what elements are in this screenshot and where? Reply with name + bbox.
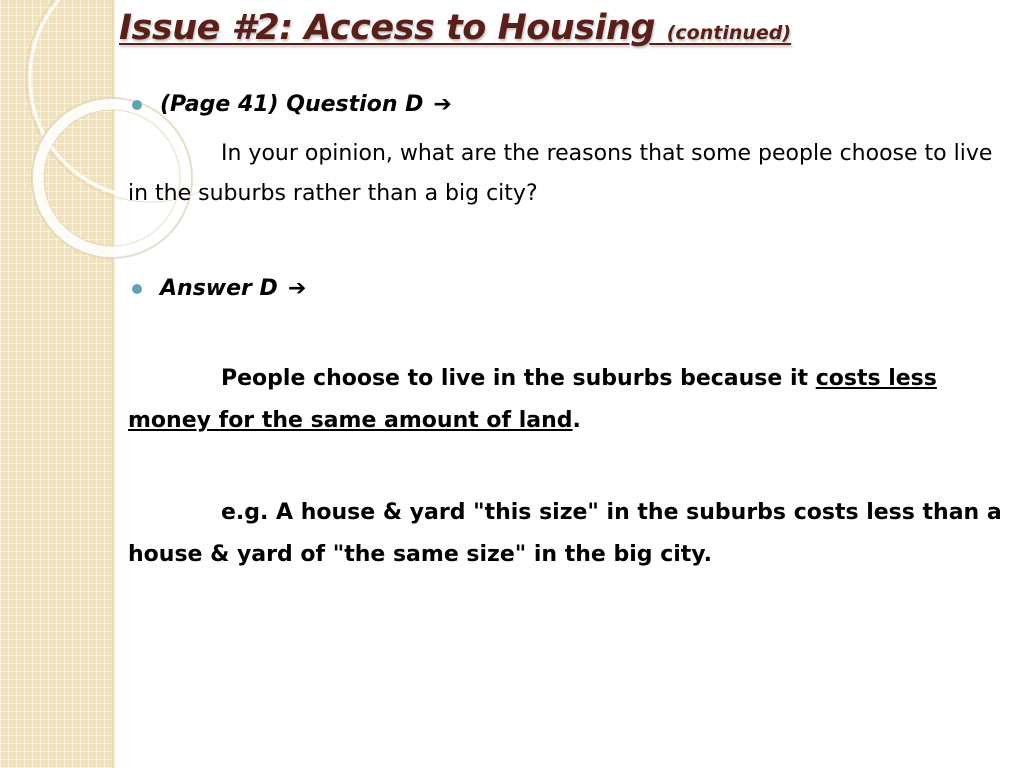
decorative-side-strip <box>0 0 112 768</box>
answer-period: . <box>572 408 581 433</box>
bullet-dot-icon <box>132 100 142 110</box>
example-text: e.g. A house & yard "this size" in the suburbs costs less than a house & yard of "the same size" in the big city. <box>128 500 1002 567</box>
right-arrow-icon: ➔ <box>287 276 307 301</box>
title-suffix: (continued) <box>666 22 792 44</box>
answer-intro: People choose to live in the suburbs because it <box>221 366 816 391</box>
answer-key-phrase: costs less money for the same amount of land <box>128 366 937 433</box>
question-label: (Page 41) Question D <box>160 92 424 117</box>
slide-body <box>128 86 1008 576</box>
side-strip-edge <box>112 0 116 768</box>
answer-text <box>128 358 1008 442</box>
bullet-dot-icon <box>132 284 142 294</box>
slide-title <box>119 8 791 48</box>
question-bullet <box>128 86 1008 124</box>
right-arrow-icon: ➔ <box>433 92 452 117</box>
question-text: In your opinion, what are the reasons that some people choose to live in the suburbs rather than a big city? <box>128 141 993 206</box>
title-main: Issue #2: Access to Housing <box>119 8 656 48</box>
answer-bullet <box>128 270 1008 308</box>
answer-label: Answer D <box>160 276 278 301</box>
